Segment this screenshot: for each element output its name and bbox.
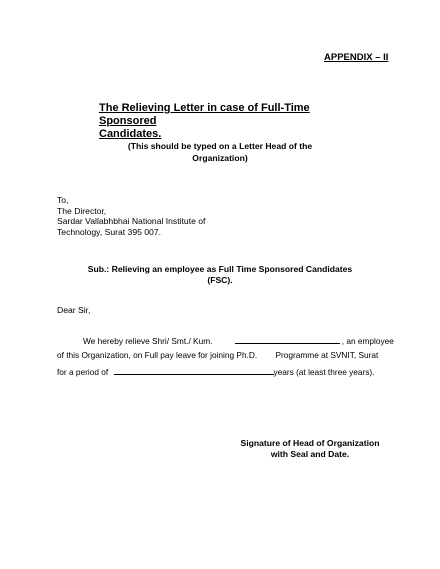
body-line-3-end: years (at least three years). xyxy=(273,367,375,377)
body-line-2 xyxy=(57,350,378,360)
letter-title xyxy=(99,102,369,141)
body-line-2-end: Programme at SVNIT, Surat xyxy=(275,350,379,360)
signature-line1: Signature of Head of Organization xyxy=(240,438,380,448)
body-line-1-end: , an employee xyxy=(341,336,394,346)
subject-line1: Sub.: Relieving an employee as Full Time Sponsored Candidates xyxy=(87,264,353,274)
letterhead-note xyxy=(95,140,345,164)
signature-line2: with Seal and Date. xyxy=(270,449,350,459)
body-line-2-start: of this Organization, on Full pay leave for joining Ph.D. xyxy=(57,350,258,360)
subject-line2: (FSC). xyxy=(207,275,233,285)
letterhead-note-line1: (This should be typed on a Letter Head of the xyxy=(127,141,313,151)
letter-title-line2: Candidates. xyxy=(99,128,162,140)
address-line2: Sardar Vallabhbhai National Institute of xyxy=(57,216,206,227)
address-to: To, xyxy=(57,195,69,205)
letterhead-note-line2: Organization) xyxy=(192,153,248,163)
address-line1: The Director, xyxy=(57,205,107,216)
body-line-1 xyxy=(83,335,394,346)
appendix-label: APPENDIX – II xyxy=(324,52,389,63)
subject xyxy=(60,264,380,286)
salutation: Dear Sir, xyxy=(57,305,91,315)
letter-title-line1: The Relieving Letter in case of Full-Time Sponsored xyxy=(99,102,310,127)
period-blank[interactable] xyxy=(114,366,274,375)
recipient-address xyxy=(57,195,205,237)
body-line-3-start: for a period of xyxy=(57,367,109,377)
signature-block xyxy=(230,438,390,460)
body-line-3 xyxy=(57,366,375,377)
address-line3: Technology, Surat 395 007. xyxy=(57,226,161,237)
body-line-1-start: We hereby relieve Shri/ Smt./ Kum. xyxy=(83,336,213,346)
employee-name-blank[interactable] xyxy=(235,335,340,344)
